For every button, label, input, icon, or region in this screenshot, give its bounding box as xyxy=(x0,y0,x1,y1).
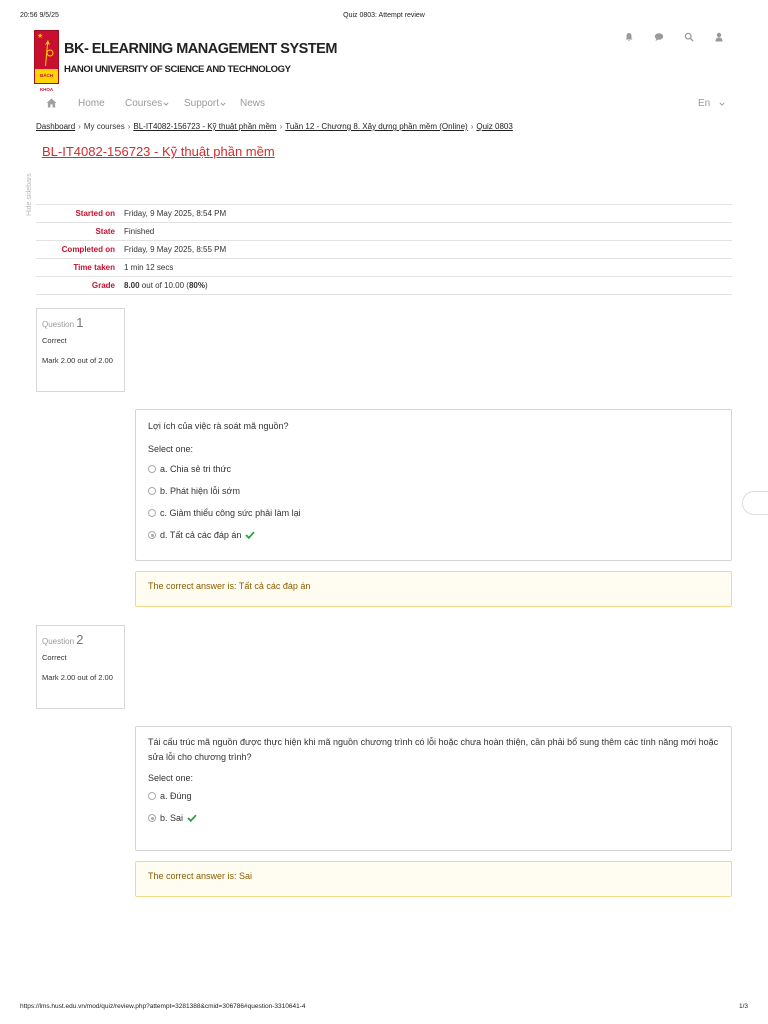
answer-option[interactable] xyxy=(148,480,719,502)
grade-out-of: out of 10.00 ( xyxy=(139,281,189,290)
print-url: https://lms.hust.edu.vn/mod/quiz/review.php?attempt=3281388&cmid=306786#question-3310641-4 xyxy=(20,1003,306,1010)
breadcrumb-section[interactable]: Tuần 12 - Chương 8. Xây dựng phần mềm (Online) xyxy=(285,122,468,131)
question-text: Lợi ích của việc rà soát mã nguồn? xyxy=(148,421,289,431)
chevron-down-icon xyxy=(719,101,725,107)
nav-courses-label: Courses xyxy=(125,98,163,109)
question-state: Correct xyxy=(42,653,67,662)
chevron-down-icon xyxy=(220,101,226,107)
breadcrumb-separator: › xyxy=(127,122,131,131)
answer-label: a. Chia sẻ tri thức xyxy=(160,464,232,474)
hide-sidebars-label: Hide sidebars xyxy=(26,173,33,216)
check-icon xyxy=(245,531,255,539)
answer-label: d. Tất cả các đáp án xyxy=(160,530,242,540)
university-logo xyxy=(34,30,59,92)
radio-button[interactable] xyxy=(148,509,156,517)
question-content xyxy=(135,409,732,561)
bell-icon[interactable] xyxy=(624,29,634,39)
answer-option[interactable] xyxy=(148,502,719,524)
summary-value xyxy=(124,277,732,295)
summary-label: Started on xyxy=(36,205,124,223)
summary-row-completed xyxy=(36,241,732,259)
radio-button-checked[interactable] xyxy=(148,531,156,539)
question-state: Correct xyxy=(42,336,67,345)
question-mark: Mark 2.00 out of 2.00 xyxy=(42,356,113,365)
breadcrumb-quiz[interactable]: Quiz 0803 xyxy=(476,122,513,131)
summary-value: Finished xyxy=(124,223,732,241)
summary-row-grade xyxy=(36,277,732,295)
grade-percent: 80% xyxy=(188,281,205,290)
radio-button[interactable] xyxy=(148,487,156,495)
nav-home[interactable]: Home xyxy=(78,98,105,109)
site-subtitle: HANOI UNIVERSITY OF SCIENCE AND TECHNOLOGY xyxy=(64,64,291,75)
course-title-link[interactable]: BL-IT4082-156723 - Kỹ thuật phần mềm xyxy=(42,144,275,159)
nav-courses[interactable] xyxy=(125,98,169,109)
chat-icon[interactable] xyxy=(654,29,664,39)
logo-text: BÁCH KHOA xyxy=(35,69,58,83)
summary-label: State xyxy=(36,223,124,241)
star-icon: ★ xyxy=(37,33,44,40)
answer-option-selected[interactable] xyxy=(148,807,719,829)
radio-button[interactable] xyxy=(148,465,156,473)
site-brand[interactable] xyxy=(34,30,434,92)
top-icon-bar xyxy=(624,28,724,40)
language-label: En xyxy=(698,98,711,109)
answer-label: c. Giảm thiểu công sức phải làm lại xyxy=(160,508,301,518)
question-label: Question xyxy=(42,320,75,329)
chevron-down-icon xyxy=(163,101,169,107)
question-content xyxy=(135,726,732,851)
breadcrumb-course[interactable]: BL-IT4082-156723 - Kỹ thuật phần mềm xyxy=(133,122,277,131)
answer-label: a. Đúng xyxy=(160,791,192,801)
breadcrumb-dashboard[interactable]: Dashboard xyxy=(36,122,76,131)
question-feedback xyxy=(135,861,732,897)
answer-option[interactable] xyxy=(148,458,719,480)
question-prompt: Select one: xyxy=(148,444,194,454)
grade-score: 8.00 xyxy=(124,281,140,290)
drawer-toggle-tab[interactable] xyxy=(742,491,768,515)
summary-row-time xyxy=(36,259,732,277)
print-page-number: 1/3 xyxy=(738,1003,748,1010)
question-number xyxy=(42,632,119,647)
print-footer xyxy=(0,1003,768,1015)
question-text: Tái cấu trúc mã nguồn được thực hiện khi mã nguồn chương trình có lỗi hoặc chưa hoàn thiện, cần phải bổ sung thêm các tính năng mới hoặc sửa lỗi cho chương trình? xyxy=(148,737,719,762)
main-nav xyxy=(36,96,732,114)
breadcrumb-separator: › xyxy=(78,122,81,131)
question-mark: Mark 2.00 out of 2.00 xyxy=(42,673,113,682)
summary-row-started xyxy=(36,205,732,223)
question-info xyxy=(36,625,125,709)
question-number-value: 2 xyxy=(76,632,84,647)
answer-label: b. Sai xyxy=(160,813,184,823)
correct-answer-text: The correct answer is: Tất cả các đáp án xyxy=(148,581,311,591)
question-info xyxy=(36,308,125,392)
print-datetime: 20:56 9/5/25 xyxy=(20,12,59,19)
summary-value: 1 min 12 secs xyxy=(124,259,732,277)
correct-answer-text: The correct answer is: Sai xyxy=(148,871,253,881)
nav-support[interactable] xyxy=(184,98,226,109)
summary-label: Grade xyxy=(36,277,124,295)
attempt-summary-table xyxy=(36,204,732,295)
language-selector[interactable] xyxy=(698,98,725,109)
question-number-value: 1 xyxy=(76,315,84,330)
breadcrumb-my-courses: My courses xyxy=(83,122,125,131)
radio-button-checked[interactable] xyxy=(148,814,156,822)
search-icon[interactable] xyxy=(684,29,694,39)
print-header xyxy=(0,12,768,24)
user-icon[interactable] xyxy=(714,29,724,39)
answer-list xyxy=(148,458,719,546)
torch-figure-icon xyxy=(41,39,54,67)
nav-support-label: Support xyxy=(184,98,220,109)
grade-close: ) xyxy=(204,281,208,290)
question-label: Question xyxy=(42,637,75,646)
site-title: BK- ELEARNING MANAGEMENT SYSTEM xyxy=(64,41,337,57)
summary-value: Friday, 9 May 2025, 8:55 PM xyxy=(124,241,732,259)
summary-label: Time taken xyxy=(36,259,124,277)
breadcrumb xyxy=(36,122,736,131)
answer-label: b. Phát hiện lỗi sớm xyxy=(160,486,240,496)
check-icon xyxy=(187,814,197,822)
breadcrumb-separator: › xyxy=(470,122,474,131)
summary-row-state xyxy=(36,223,732,241)
question-feedback xyxy=(135,571,732,607)
summary-value: Friday, 9 May 2025, 8:54 PM xyxy=(124,205,732,223)
home-icon[interactable] xyxy=(46,98,57,108)
answer-list xyxy=(148,785,719,829)
question-number xyxy=(42,315,119,330)
summary-label: Completed on xyxy=(36,241,124,259)
answer-option[interactable] xyxy=(148,785,719,807)
answer-option-selected[interactable] xyxy=(148,524,719,546)
question-prompt: Select one: xyxy=(148,773,194,783)
breadcrumb-separator: › xyxy=(279,122,283,131)
print-page-title: Quiz 0803: Attempt review xyxy=(343,12,425,19)
radio-button[interactable] xyxy=(148,792,156,800)
nav-news[interactable]: News xyxy=(240,98,266,109)
